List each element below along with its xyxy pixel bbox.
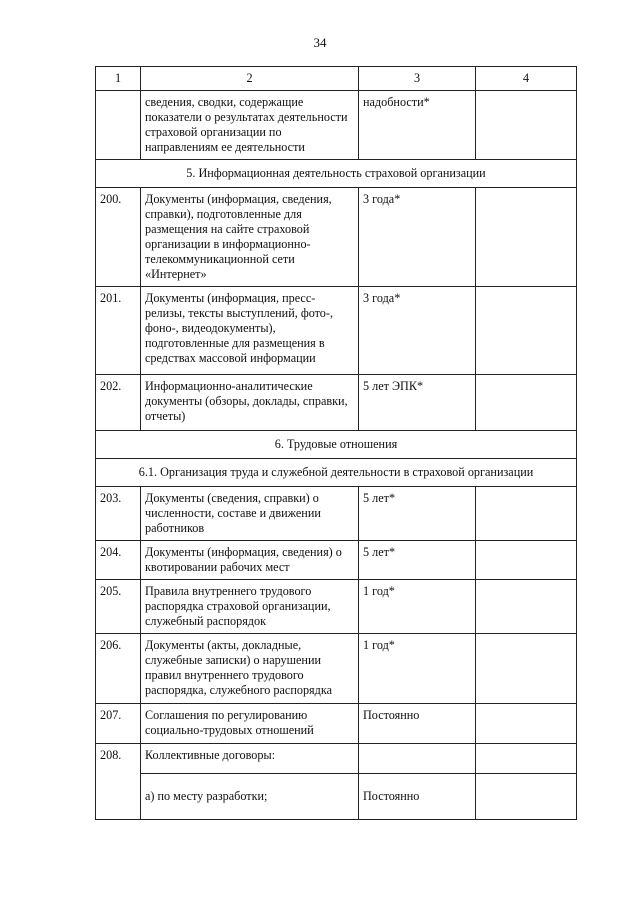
table-row-continuation <box>96 91 577 160</box>
column-header-4: 4 <box>476 67 577 91</box>
row-number: 207. <box>96 704 141 744</box>
row-retention-period: 5 лет* <box>359 487 476 541</box>
row-number: 200. <box>96 188 141 287</box>
row-number: 205. <box>96 580 141 634</box>
row-description: Документы (информация, сведения) о квотировании рабочих мест <box>141 541 359 580</box>
row-number: 201. <box>96 287 141 375</box>
row-description: Соглашения по регулированию социально-трудовых отношений <box>141 704 359 744</box>
section-heading: 6. Трудовые отношения <box>96 431 577 459</box>
row-sub-retention-period: Постоянно <box>359 774 476 820</box>
row-sub-description: а) по месту разработки; <box>141 774 359 820</box>
row-note <box>476 375 577 431</box>
row-description: Правила внутреннего трудового распорядка страховой организации, служебный распорядок <box>141 580 359 634</box>
column-header-1: 1 <box>96 67 141 91</box>
row-number: 204. <box>96 541 141 580</box>
row-number: 203. <box>96 487 141 541</box>
table-row <box>96 188 577 287</box>
row-description: Документы (информация, пресс-релизы, тексты выступлений, фото-, фоно-, видеодокументы), подготовленные для размещения в средствах массовой информации <box>141 287 359 375</box>
table-header-row <box>96 67 577 91</box>
row-retention-period: 3 года* <box>359 188 476 287</box>
column-header-2: 2 <box>141 67 359 91</box>
row-description: Информационно-аналитические документы (обзоры, доклады, справки, отчеты) <box>141 375 359 431</box>
row-number <box>96 91 141 160</box>
row-number: 202. <box>96 375 141 431</box>
row-description: Документы (информация, сведения, справки), подготовленные для размещения на сайте страховой организации в информационно-телекоммуникационной сети «Интернет» <box>141 188 359 287</box>
records-table <box>95 66 577 820</box>
row-retention-period: 5 лет* <box>359 541 476 580</box>
row-number: 206. <box>96 634 141 704</box>
row-description: Документы (акты, докладные, служебные записки) о нарушении правил внутреннего трудового распорядка, служебного распорядка <box>141 634 359 704</box>
table-row <box>96 744 577 774</box>
row-note <box>476 91 577 160</box>
row-retention-period: 1 год* <box>359 634 476 704</box>
row-retention-period: 3 года* <box>359 287 476 375</box>
row-description: Документы (сведения, справки) о численности, составе и движении работников <box>141 487 359 541</box>
subsection-heading: 6.1. Организация труда и служебной деятельности в страховой организации <box>96 459 577 487</box>
section-heading: 5. Информационная деятельность страховой организации <box>96 160 577 188</box>
section-heading-row <box>96 431 577 459</box>
row-description: сведения, сводки, содержащие показатели о результатах деятельности страховой организации по направлениям ее деятельности <box>141 91 359 160</box>
row-retention-period: надобности* <box>359 91 476 160</box>
table-row <box>96 487 577 541</box>
column-header-3: 3 <box>359 67 476 91</box>
table-row <box>96 287 577 375</box>
row-note <box>476 487 577 541</box>
row-note <box>476 704 577 744</box>
row-note <box>476 188 577 287</box>
table-row <box>96 580 577 634</box>
table-row <box>96 375 577 431</box>
row-note <box>476 774 577 820</box>
subsection-heading-row <box>96 459 577 487</box>
table-row <box>96 634 577 704</box>
row-note <box>476 541 577 580</box>
page-number: 34 <box>313 35 327 50</box>
row-note <box>476 287 577 375</box>
row-retention-period: Постоянно <box>359 704 476 744</box>
row-note <box>476 744 577 774</box>
table-row-sub <box>96 774 577 820</box>
row-retention-period: 5 лет ЭПК* <box>359 375 476 431</box>
row-note <box>476 634 577 704</box>
table-row <box>96 541 577 580</box>
row-description: Коллективные договоры: <box>141 744 359 774</box>
row-retention-period: 1 год* <box>359 580 476 634</box>
row-note <box>476 580 577 634</box>
row-retention-period <box>359 744 476 774</box>
table-row <box>96 704 577 744</box>
section-heading-row <box>96 160 577 188</box>
row-number: 208. <box>96 744 141 820</box>
